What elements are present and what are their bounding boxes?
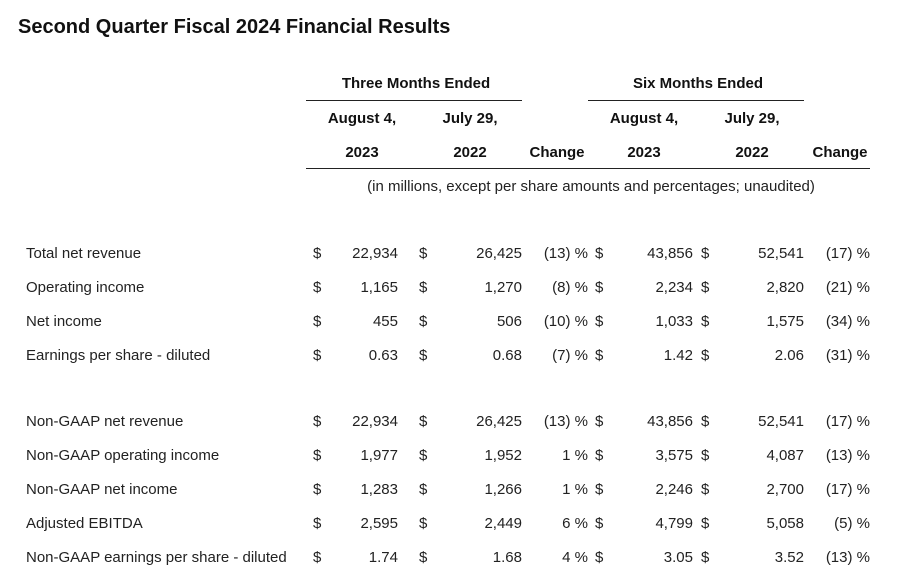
s2022-currency: $ (701, 347, 710, 364)
q2023-currency: $ (313, 347, 322, 364)
s-change-header: Change (812, 144, 868, 161)
s2023-currency: $ (595, 313, 604, 330)
row-label: Total net revenue (26, 245, 142, 262)
s-change-value: (13) % (825, 549, 870, 566)
q2023-value: 1.74 (368, 549, 398, 566)
s2023-value: 1.42 (663, 347, 693, 364)
s-2023-header: 2023 (627, 144, 661, 161)
q-change-value: 6 % (562, 515, 588, 532)
q2023-value: 2,595 (360, 515, 398, 532)
s2022-value: 52,541 (758, 413, 804, 430)
s2023-currency: $ (595, 245, 604, 262)
q2023-value: 22,934 (352, 413, 398, 430)
s2023-currency: $ (595, 347, 604, 364)
row-label: Non-GAAP net revenue (26, 413, 184, 430)
s2023-value: 43,856 (647, 413, 693, 430)
s2022-currency: $ (701, 549, 710, 566)
s-jul-header: July 29, (724, 110, 780, 127)
q-change-value: (7) % (552, 347, 588, 364)
six-months-header: Six Months Ended (632, 75, 764, 92)
table-row (0, 279, 910, 301)
table-row (0, 515, 910, 537)
q-change-value: 1 % (562, 447, 588, 464)
row-label: Adjusted EBITDA (26, 515, 143, 532)
q2022-currency: $ (419, 413, 428, 430)
q2022-value: 0.68 (492, 347, 522, 364)
s2023-currency: $ (595, 481, 604, 498)
s2022-currency: $ (701, 245, 710, 262)
s2023-currency: $ (595, 279, 604, 296)
s2022-value: 52,541 (758, 245, 804, 262)
s2023-currency: $ (595, 447, 604, 464)
table-row (0, 313, 910, 335)
s2022-currency: $ (701, 447, 710, 464)
s2022-value: 3.52 (774, 549, 804, 566)
q2022-currency: $ (419, 245, 428, 262)
q-change-value: (10) % (543, 313, 588, 330)
s-change-value: (13) % (825, 447, 870, 464)
q2022-currency: $ (419, 279, 428, 296)
q2022-currency: $ (419, 549, 428, 566)
table-row (0, 447, 910, 469)
q-change-value: 1 % (562, 481, 588, 498)
s2023-value: 3.05 (663, 549, 693, 566)
q2023-currency: $ (313, 515, 322, 532)
q2022-value: 1,952 (484, 447, 522, 464)
q2023-value: 22,934 (352, 245, 398, 262)
s2023-value: 2,234 (655, 279, 693, 296)
six-months-rule (588, 100, 804, 101)
s2023-currency: $ (595, 549, 604, 566)
q-2023-header: 2023 (345, 144, 379, 161)
s2023-value: 2,246 (655, 481, 693, 498)
q2023-currency: $ (313, 549, 322, 566)
s2023-currency: $ (595, 515, 604, 532)
table-row (0, 549, 910, 571)
q2023-currency: $ (313, 447, 322, 464)
table-row (0, 413, 910, 435)
s2022-value: 4,087 (766, 447, 804, 464)
s2023-value: 3,575 (655, 447, 693, 464)
q2022-value: 26,425 (476, 245, 522, 262)
q-aug-header: August 4, (327, 110, 397, 127)
s-change-value: (31) % (825, 347, 870, 364)
row-label: Operating income (26, 279, 145, 296)
q2023-currency: $ (313, 313, 322, 330)
q2023-currency: $ (313, 245, 322, 262)
q2022-value: 1,266 (484, 481, 522, 498)
q-change-value: 4 % (562, 549, 588, 566)
s-change-value: (21) % (825, 279, 870, 296)
q2022-currency: $ (419, 481, 428, 498)
table-row (0, 347, 910, 369)
s2023-value: 43,856 (647, 245, 693, 262)
s2022-currency: $ (701, 481, 710, 498)
s2022-currency: $ (701, 313, 710, 330)
header-bottom-rule (306, 168, 870, 169)
q2023-value: 455 (372, 313, 398, 330)
q2022-value: 506 (496, 313, 522, 330)
q-2022-header: 2022 (453, 144, 487, 161)
s2022-value: 2,700 (766, 481, 804, 498)
s2022-value: 5,058 (766, 515, 804, 532)
s2022-currency: $ (701, 413, 710, 430)
s2023-value: 1,033 (655, 313, 693, 330)
row-label: Earnings per share - diluted (26, 347, 211, 364)
q2022-currency: $ (419, 447, 428, 464)
q2022-value: 1.68 (492, 549, 522, 566)
row-label: Net income (26, 313, 102, 330)
page-title: Second Quarter Fiscal 2024 Financial Results (18, 16, 451, 38)
s-change-value: (5) % (834, 515, 870, 532)
s2022-currency: $ (701, 279, 710, 296)
s-change-value: (17) % (825, 481, 870, 498)
q2023-value: 1,977 (360, 447, 398, 464)
s-2022-header: 2022 (735, 144, 769, 161)
q2023-value: 0.63 (368, 347, 398, 364)
q2023-value: 1,165 (360, 279, 398, 296)
q-jul-header: July 29, (442, 110, 498, 127)
s-change-value: (17) % (825, 413, 870, 430)
q2022-value: 26,425 (476, 413, 522, 430)
q-change-header: Change (529, 144, 585, 161)
s2023-value: 4,799 (655, 515, 693, 532)
s2022-value: 1,575 (766, 313, 804, 330)
s-change-value: (34) % (825, 313, 870, 330)
three-months-header: Three Months Ended (341, 75, 491, 92)
q2022-currency: $ (419, 313, 428, 330)
row-label: Non-GAAP earnings per share - diluted (26, 549, 287, 566)
q2023-currency: $ (313, 279, 322, 296)
s2022-value: 2.06 (774, 347, 804, 364)
s2023-currency: $ (595, 413, 604, 430)
units-note: (in millions, except per share amounts and percentages; unaudited) (367, 178, 815, 195)
q2023-value: 1,283 (360, 481, 398, 498)
table-row (0, 481, 910, 503)
q2022-currency: $ (419, 515, 428, 532)
q2022-value: 2,449 (484, 515, 522, 532)
three-months-rule (306, 100, 522, 101)
q2022-value: 1,270 (484, 279, 522, 296)
q-change-value: (8) % (552, 279, 588, 296)
s2022-value: 2,820 (766, 279, 804, 296)
q2022-currency: $ (419, 347, 428, 364)
s-aug-header: August 4, (609, 110, 679, 127)
table-row (0, 245, 910, 267)
row-label: Non-GAAP operating income (26, 447, 220, 464)
q-change-value: (13) % (543, 245, 588, 262)
q2023-currency: $ (313, 481, 322, 498)
q-change-value: (13) % (543, 413, 588, 430)
s2022-currency: $ (701, 515, 710, 532)
q2023-currency: $ (313, 413, 322, 430)
row-label: Non-GAAP net income (26, 481, 178, 498)
s-change-value: (17) % (825, 245, 870, 262)
